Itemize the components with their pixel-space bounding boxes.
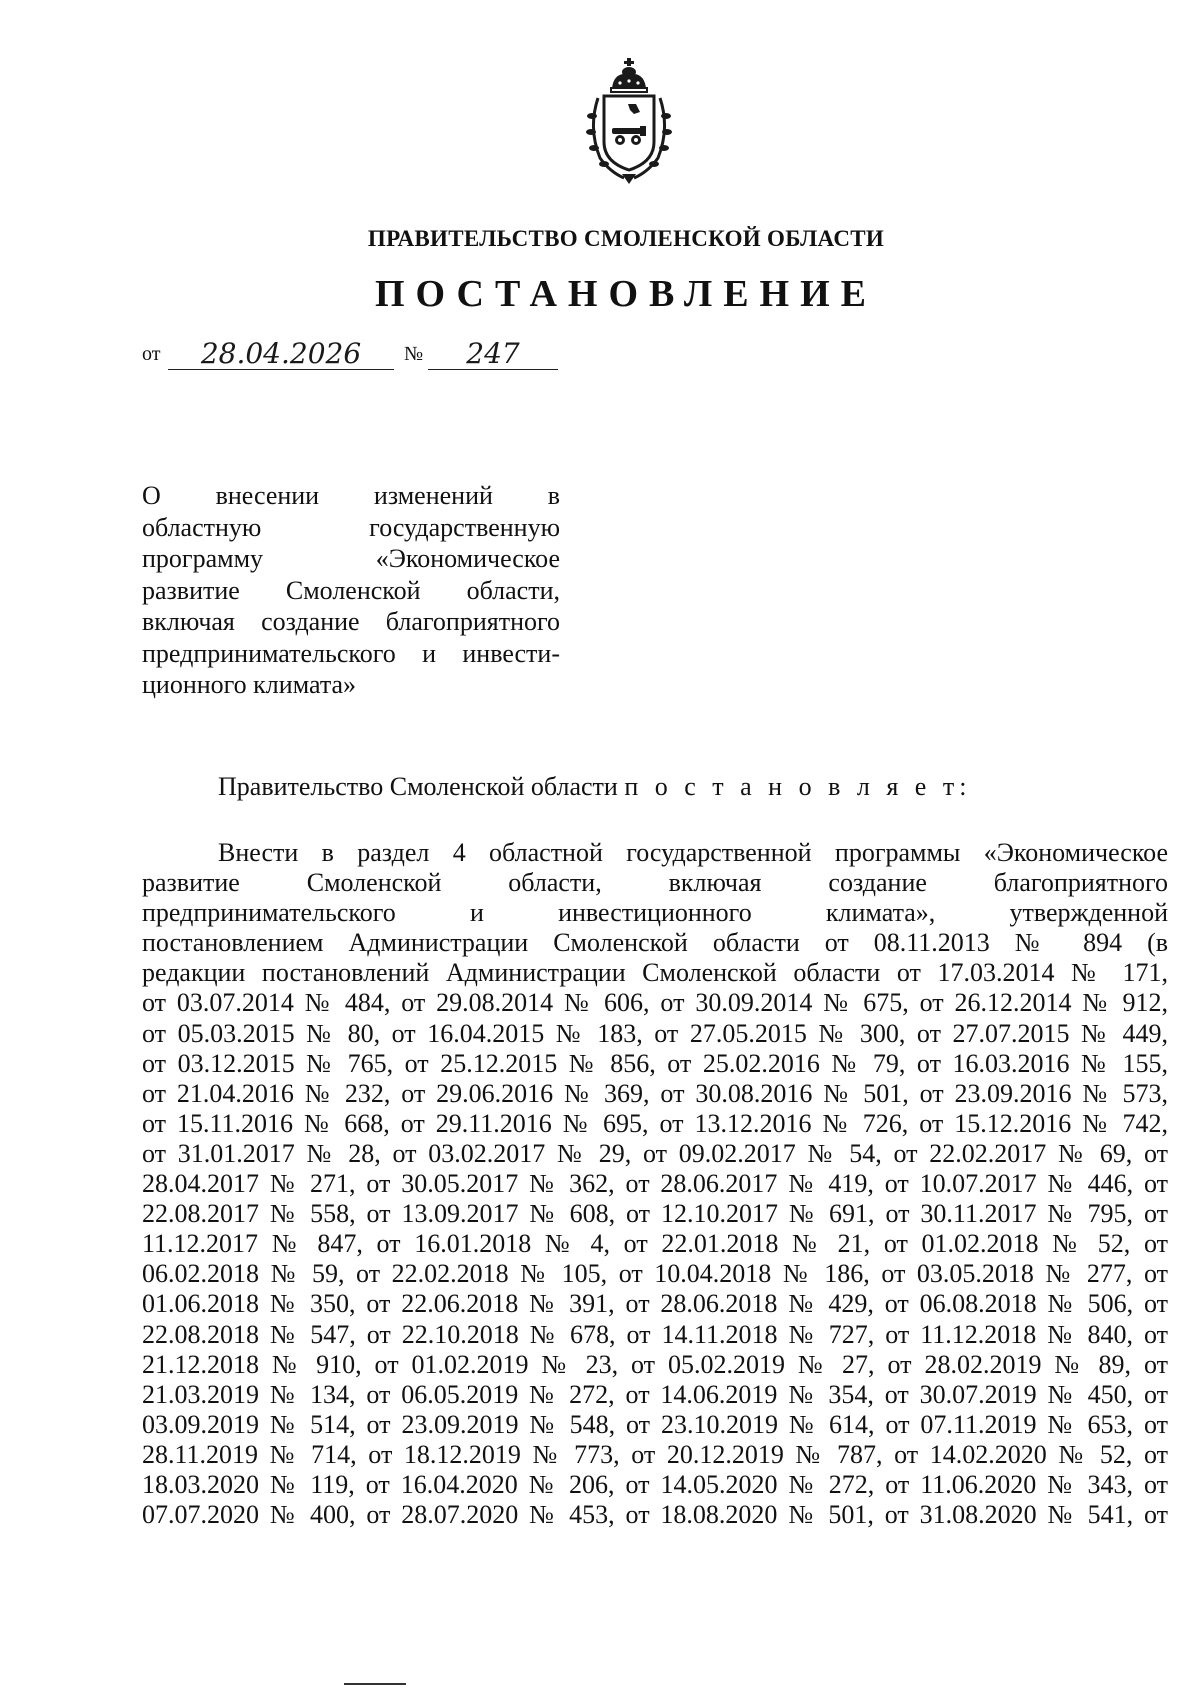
subject-line: развитие Смоленской области, bbox=[142, 575, 560, 605]
coat-of-arms-icon bbox=[584, 58, 674, 186]
body-line: 21.12.2018 № 910, от 01.02.2019 № 23, от 05.02.2019 № 27, от 28.02.2019 № 89, от bbox=[142, 1349, 1168, 1379]
footer-line bbox=[344, 1683, 406, 1685]
body-line: 28.04.2017 № 271, от 30.05.2017 № 362, от 28.06.2017 № 419, от 10.07.2017 № 446, от bbox=[142, 1169, 1168, 1199]
body-line: 22.08.2018 № 547, от 22.10.2018 № 678, от 14.11.2018 № 727, от 11.12.2018 № 840, от bbox=[142, 1319, 1168, 1349]
body-line: 03.09.2019 № 514, от 23.09.2019 № 548, от 23.10.2019 № 614, от 07.11.2019 № 653, от bbox=[142, 1409, 1168, 1439]
body-line: предпринимательского и инвестиционного климата», утвержденной bbox=[142, 898, 1168, 928]
subject-line: О внесении изменений в bbox=[142, 481, 560, 510]
body-line: 07.07.2020 № 400, от 28.07.2020 № 453, от 18.08.2020 № 501, от 31.08.2020 № 541, от bbox=[142, 1500, 1168, 1530]
document-requisites bbox=[142, 336, 562, 370]
body-line: от 21.04.2016 № 232, от 29.06.2016 № 369, от 30.08.2016 № 501, от 23.09.2016 № 573, bbox=[142, 1078, 1168, 1108]
body-line: от 31.01.2017 № 28, от 03.02.2017 № 29, от 09.02.2017 № 54, от 22.02.2017 № 69, от bbox=[142, 1138, 1168, 1168]
government-title: ПРАВИТЕЛЬСТВО СМОЛЕНСКОЙ ОБЛАСТИ bbox=[367, 226, 885, 251]
body-line: от 15.11.2016 № 668, от 29.11.2016 № 695, от 13.12.2016 № 726, от 15.12.2016 № 742, bbox=[142, 1108, 1168, 1138]
document-date: 28.04.2026 bbox=[168, 339, 394, 370]
body-line: 22.08.2017 № 558, от 13.09.2017 № 608, от 12.10.2017 № 691, от 30.11.2017 № 795, от bbox=[142, 1199, 1168, 1229]
body-line: редакции постановлений Администрации Смоленской области от 17.03.2014 № 171, bbox=[142, 958, 1168, 988]
preamble bbox=[218, 772, 971, 802]
body-line: от 03.12.2015 № 765, от 25.12.2015 № 856, от 25.02.2016 № 79, от 16.03.2016 № 155, bbox=[142, 1048, 1168, 1078]
body-line: 06.02.2018 № 59, от 22.02.2018 № 105, от 10.04.2018 № 186, от 03.05.2018 № 277, от bbox=[142, 1259, 1168, 1289]
body-line: от 03.07.2014 № 484, от 29.08.2014 № 606, от 30.09.2014 № 675, от 26.12.2014 № 912, bbox=[142, 988, 1168, 1018]
document-subject bbox=[142, 480, 560, 701]
body-line: от 05.03.2015 № 80, от 16.04.2015 № 183, от 27.05.2015 № 300, от 27.07.2015 № 449, bbox=[142, 1018, 1168, 1048]
body-line: развитие Смоленской области, включая создание благоприятного bbox=[142, 868, 1168, 898]
preamble-resolves: п о с т а н о в л я е т: bbox=[624, 772, 972, 801]
body-line: 28.11.2019 № 714, от 18.12.2019 № 773, от 20.12.2019 № 787, от 14.02.2020 № 52, от bbox=[142, 1439, 1168, 1469]
body-line: 01.06.2018 № 350, от 22.06.2018 № 391, от 28.06.2018 № 429, от 06.08.2018 № 506, от bbox=[142, 1289, 1168, 1319]
document-number: 247 bbox=[428, 339, 558, 370]
body-line: 21.03.2019 № 134, от 06.05.2019 № 272, от 14.06.2019 № 354, от 30.07.2019 № 450, от bbox=[142, 1379, 1168, 1409]
document-type-heading: ПОСТАНОВЛЕНИЕ bbox=[374, 273, 878, 315]
subject-line: включая создание благоприятного bbox=[142, 607, 560, 636]
subject-line: областную государственную bbox=[142, 512, 560, 542]
subject-line: ционного климата» bbox=[142, 670, 357, 699]
body-line: постановлением Администрации Смоленской области от 08.11.2013 № 894 (в bbox=[142, 928, 1168, 958]
preamble-text: Правительство Смоленской области bbox=[218, 772, 625, 801]
date-prefix: от bbox=[142, 343, 161, 365]
subject-line: программу «Экономическое bbox=[142, 544, 560, 573]
body-line: Внести в раздел 4 областной государственной программы «Экономическое bbox=[218, 838, 1168, 867]
subject-line: предпринимательского и инвести- bbox=[142, 638, 560, 668]
document-body bbox=[142, 838, 1168, 1530]
body-line: 11.12.2017 № 847, от 16.01.2018 № 4, от 22.01.2018 № 21, от 01.02.2018 № 52, от bbox=[142, 1229, 1168, 1259]
body-line: 18.03.2020 № 119, от 16.04.2020 № 206, от 14.05.2020 № 272, от 11.06.2020 № 343, от bbox=[142, 1469, 1168, 1499]
number-prefix: № bbox=[404, 343, 424, 365]
